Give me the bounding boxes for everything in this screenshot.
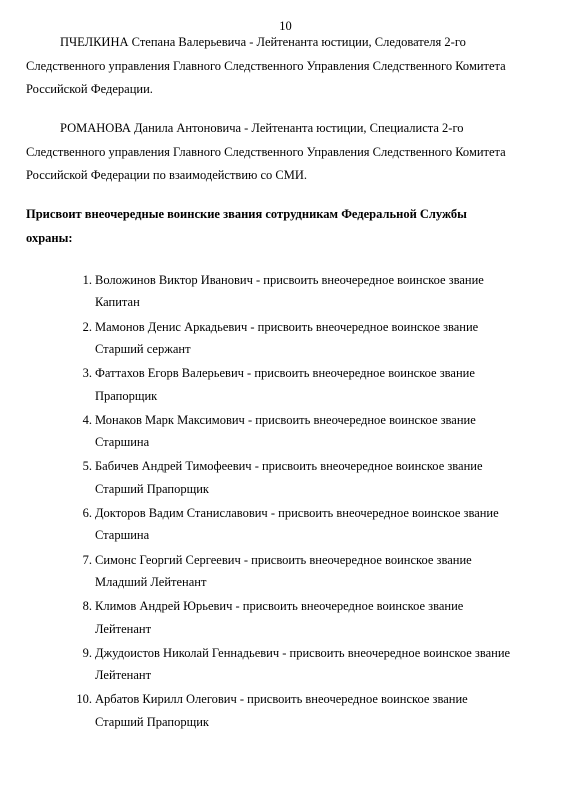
list-item-number: 2. [82, 319, 92, 334]
heading-line: охраны: [26, 230, 73, 245]
list-item-rank: Старшина [95, 528, 150, 543]
section-heading [26, 203, 551, 250]
list-item-number: 5. [82, 459, 92, 474]
list-item-text: Мамонов Денис Аркадьевич - присвоить внеочередное воинское звание [95, 319, 479, 334]
rank-assignment-list [0, 269, 571, 735]
paragraph-line: Следственного управления Главного Следственного Управления Следственного Комитета [26, 58, 506, 73]
list-item-number: 8. [82, 599, 92, 614]
list-item [0, 502, 571, 549]
page-number: 10 [279, 19, 292, 33]
list-item-rank: Старшина [95, 435, 150, 450]
list-item [0, 316, 571, 363]
paragraph-line: РОМАНОВА Данила Антоновича - Лейтенанта юстиции, Специалиста 2-го [60, 121, 464, 135]
list-item-rank: Лейтенант [95, 668, 152, 683]
list-item-number: 9. [82, 645, 92, 660]
paragraph-line: Следственного управления Главного Следственного Управления Следственного Комитета [26, 144, 506, 159]
list-item [0, 409, 571, 456]
list-item-rank: Старший Прапорщик [95, 481, 209, 496]
list-item [0, 642, 571, 689]
list-item-rank: Старший сержант [95, 342, 191, 356]
list-item [0, 269, 571, 316]
list-item-number: 7. [82, 552, 92, 567]
list-item-rank: Лейтенант [95, 621, 152, 636]
paragraph-line: Российской Федерации. [26, 82, 153, 96]
list-item [0, 595, 571, 642]
list-item-number: 10. [76, 692, 92, 707]
list-item-text: Докторов Вадим Станиславович - присвоить внеочередное воинское звание [95, 505, 499, 520]
paragraph-line: Российской Федерации по взаимодействию со СМИ. [26, 168, 308, 182]
list-item-rank: Старший Прапорщик [95, 714, 209, 729]
list-item-text: Симонс Георгий Сергеевич - присвоить внеочередное воинское звание [95, 552, 472, 567]
paragraph-line: ПЧЕЛКИНА Степана Валерьевича - Лейтенанта юстиции, Следователя 2-го [60, 35, 466, 49]
list-item-text: Джудоистов Николай Геннадьевич - присвоить внеочередное воинское звание [95, 645, 511, 660]
paragraph-romanova [26, 117, 551, 188]
list-item-rank: Капитан [95, 295, 140, 310]
list-item-text: Воложинов Виктор Иванович - присвоить внеочередное воинское звание [95, 273, 484, 287]
list-item [0, 455, 571, 502]
list-item [0, 362, 571, 409]
list-item-number: 3. [82, 366, 92, 381]
list-item-number: 1. [82, 273, 92, 287]
list-item [0, 549, 571, 596]
list-item [0, 688, 571, 735]
list-item-text: Арбатов Кирилл Олегович - присвоить внеочередное воинское звание [95, 692, 468, 707]
heading-line: Присвоит внеочередные воинские звания сотрудникам Федеральной Службы [26, 207, 467, 221]
list-item-number: 6. [82, 505, 92, 520]
paragraph-pchelkina [26, 31, 551, 102]
list-item-rank: Прапорщик [95, 388, 158, 403]
list-item-text: Монаков Марк Максимович - присвоить внеочередное воинское звание [95, 412, 476, 427]
list-item-number: 4. [82, 412, 92, 427]
list-item-text: Бабичев Андрей Тимофеевич - присвоить внеочередное воинское звание [95, 459, 483, 474]
list-item-text: Климов Андрей Юрьевич - присвоить внеочередное воинское звание [95, 599, 464, 614]
list-item-rank: Младший Лейтенант [95, 574, 207, 589]
list-item-text: Фаттахов Егорв Валерьевич - присвоить внеочередное воинское звание [95, 366, 475, 381]
